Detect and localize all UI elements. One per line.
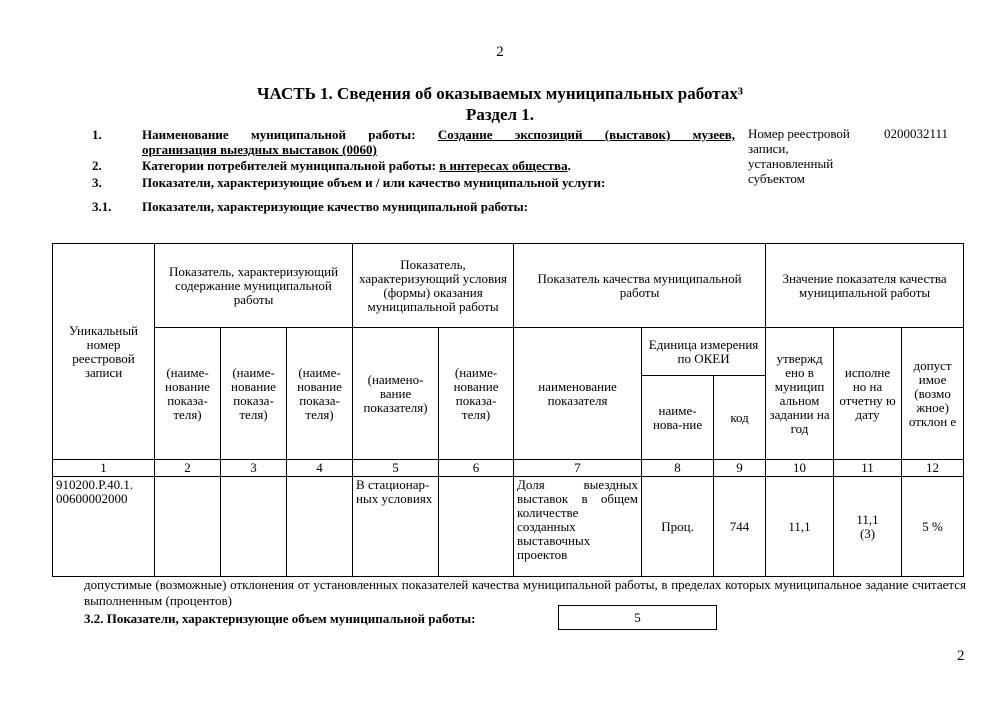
col-number: 5 [353, 460, 439, 477]
cell-empty [439, 477, 514, 577]
page-title: ЧАСТЬ 1. Сведения об оказываемых муниципальных работах³ [257, 84, 743, 103]
page-number-top: 2 [496, 44, 504, 60]
cell-unit-code: 744 [714, 477, 766, 577]
registry-label: Номер реестровой [748, 126, 850, 141]
item-3-label: Показатели, характеризующие объем и / или качество муниципальной услуги: [142, 175, 606, 190]
header-unit-name: наиме-нова-ние [642, 376, 714, 460]
col-number: 7 [514, 460, 642, 477]
header-col-6: (наиме-нование показа-теля) [439, 328, 514, 460]
header-col-7: наименование показателя [514, 328, 642, 460]
registry-block [748, 126, 948, 186]
cell-indicator-name: Доля выездных выставок в общем количестве созданных выставочных проектов [514, 477, 642, 577]
header-col-5: (наимено-вание показателя) [353, 328, 439, 460]
item-1-number: 1. [92, 127, 102, 142]
col-number: 8 [642, 460, 714, 477]
section-title: Раздел 1. [465, 105, 535, 124]
cell-approved-value: 11,1 [766, 477, 834, 577]
page-number-bottom: 2 [957, 648, 965, 664]
header-unique-number: Уникальный номер реестровой записи [53, 244, 155, 460]
item-3-1-label: Показатели, характеризующие качество муниципальной работы: [142, 199, 528, 214]
header-unit: Единица измерения по ОКЕИ [642, 328, 766, 376]
cell-registry-number: 910200.Р.40.1. 00600002000 [53, 477, 155, 577]
header-approved: утвержд ено в муницип альном задании на год [766, 328, 834, 460]
item-3-1-number: 3.1. [92, 199, 112, 214]
registry-line3: установленный [748, 156, 834, 171]
col-number: 4 [287, 460, 353, 477]
header-quality-indicator: Показатель качества муниципальной работы [514, 244, 766, 328]
table-row [53, 477, 964, 577]
item-2-suffix: . [567, 158, 571, 173]
cell-executed-value [834, 477, 902, 577]
cell-deviation-value: 5 % [902, 477, 964, 577]
header-unit-code: код [714, 376, 766, 460]
item-2-label: Категории потребителей муниципальной работы: [142, 158, 436, 173]
executed-value: 11,1 [856, 511, 879, 527]
volume-section-label: 3.2. Показатели, характеризующие объем муниципальной работы: [84, 611, 476, 626]
col-number: 2 [155, 460, 221, 477]
header-col-2: (наиме-нование показа-теля) [155, 328, 221, 460]
cell-empty [287, 477, 353, 577]
header-deviation: допуст имое (возмо жное) отклон е [902, 328, 964, 460]
deviation-note: допустимые (возможные) отклонения от установленных показателей качества муниципальной работы, в пределах которых муниципальное задание считается выполненным (процентов) [84, 577, 966, 608]
header-executed: исполне но на отчетну ю дату [834, 328, 902, 460]
item-2-value: в интересах общества [439, 158, 568, 173]
volume-deviation-box: 5 [558, 605, 717, 630]
executed-note: (3) [859, 525, 876, 541]
registry-line2: записи, [748, 141, 789, 156]
item-2-number: 2. [92, 158, 102, 173]
header-conditions-indicator: Показатель, характеризующий условия (формы) оказания муниципальной работы [353, 244, 514, 328]
cell-empty [155, 477, 221, 577]
header-quality-value: Значение показателя качества муниципальной работы [766, 244, 964, 328]
col-number: 3 [221, 460, 287, 477]
header-col-3: (наиме-нование показа-теля) [221, 328, 287, 460]
column-number-row [53, 460, 964, 477]
col-number: 11 [834, 460, 902, 477]
cell-empty [221, 477, 287, 577]
item-1-value-cont: организация выездных выставок (0060) [142, 142, 377, 157]
col-number: 1 [53, 460, 155, 477]
col-number: 12 [902, 460, 964, 477]
registry-code: 0200032111 [883, 126, 948, 141]
item-3-number: 3. [92, 175, 102, 190]
item-1-label: Наименование муниципальной работы: [142, 127, 416, 142]
col-number: 10 [766, 460, 834, 477]
col-number: 9 [714, 460, 766, 477]
header-col-4: (наиме-нование показа-теля) [287, 328, 353, 460]
cell-unit-name: Проц. [642, 477, 714, 577]
registry-line4: субъектом [748, 171, 805, 186]
quality-table [52, 243, 964, 577]
col-number: 6 [439, 460, 514, 477]
item-1-value: Создание экспозиций (выставок) музеев, [437, 127, 736, 142]
header-content-indicator: Показатель, характеризующий содержание муниципальной работы [155, 244, 353, 328]
cell-conditions: В стационар-ных условиях [353, 477, 439, 577]
